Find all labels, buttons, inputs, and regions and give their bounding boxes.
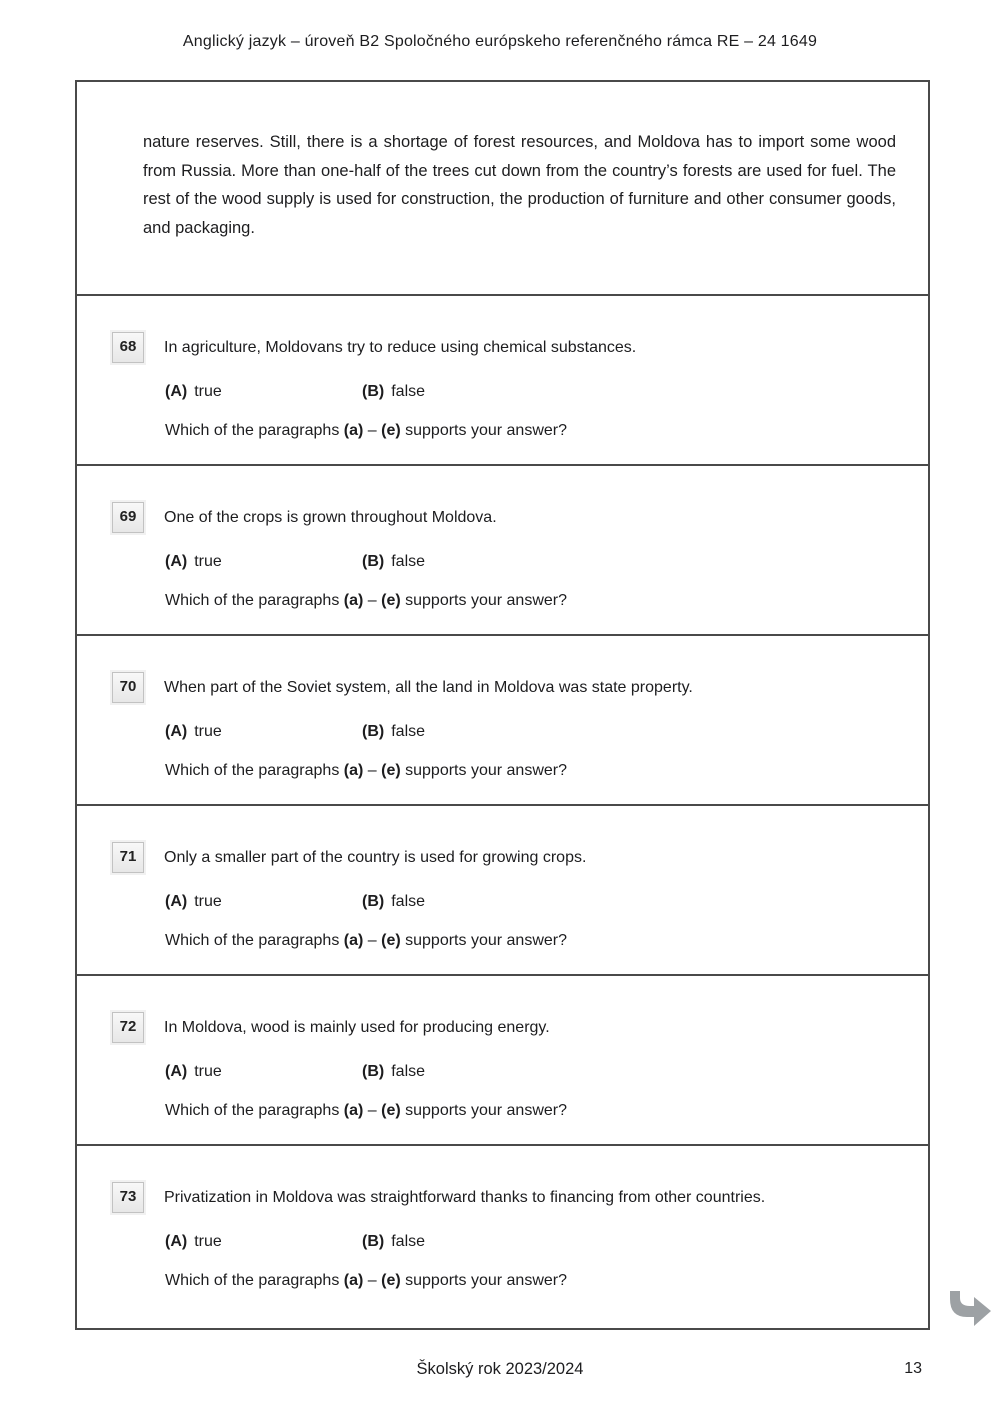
question-block-68 xyxy=(77,294,928,464)
question-text: In Moldova, wood is mainly used for producing energy. xyxy=(164,1018,550,1036)
question-text: Privatization in Moldova was straightforward thanks to financing from other countries. xyxy=(164,1188,766,1206)
question-row xyxy=(112,672,928,703)
option-a-label: (A) xyxy=(165,1233,188,1250)
prompt-suffix: supports your answer? xyxy=(400,932,567,949)
question-block-69 xyxy=(77,464,928,634)
question-row xyxy=(112,1012,928,1043)
option-a-text: true xyxy=(194,1233,222,1250)
option-a-text: true xyxy=(194,723,222,740)
option-a-text: true xyxy=(194,383,222,400)
prompt-e: (e) xyxy=(381,932,401,949)
option-a-text: true xyxy=(194,553,222,570)
option-a-label: (A) xyxy=(165,723,188,740)
supporting-paragraph-prompt xyxy=(165,1099,928,1123)
option-b-label: (B) xyxy=(362,553,385,570)
prompt-dash: – xyxy=(363,762,382,779)
prompt-prefix: Which of the paragraphs xyxy=(165,932,344,949)
prompt-e: (e) xyxy=(381,592,401,609)
question-block-71 xyxy=(77,804,928,974)
prompt-prefix: Which of the paragraphs xyxy=(165,1272,344,1289)
option-true xyxy=(165,720,362,744)
question-number-badge: 69 xyxy=(112,502,144,533)
prompt-e: (e) xyxy=(381,422,401,439)
prompt-dash: – xyxy=(363,1272,382,1289)
option-false xyxy=(362,383,425,400)
option-true xyxy=(165,890,362,914)
option-b-label: (B) xyxy=(362,893,385,910)
answer-options-row xyxy=(165,1060,928,1084)
option-false xyxy=(362,1063,425,1080)
prompt-a: (a) xyxy=(343,762,364,779)
answer-options-row xyxy=(165,550,928,574)
prompt-prefix: Which of the paragraphs xyxy=(165,592,344,609)
reading-passage-section xyxy=(77,82,928,294)
option-b-label: (B) xyxy=(362,723,385,740)
page-title: Anglický jazyk – úroveň B2 Spoločného európskeho referenčného rámca RE – 24 1649 xyxy=(182,33,818,50)
question-text: Only a smaller part of the country is used for growing crops. xyxy=(164,848,587,866)
question-sheet xyxy=(75,80,930,1330)
option-false xyxy=(362,893,425,910)
answer-options-row xyxy=(165,380,928,404)
prompt-a: (a) xyxy=(343,932,364,949)
prompt-prefix: Which of the paragraphs xyxy=(165,422,344,439)
question-number-badge: 72 xyxy=(112,1012,144,1043)
prompt-a: (a) xyxy=(343,422,364,439)
option-b-label: (B) xyxy=(362,1233,385,1250)
supporting-paragraph-prompt xyxy=(165,929,928,953)
supporting-paragraph-prompt xyxy=(165,589,928,613)
answer-options-row xyxy=(165,890,928,914)
answer-options-row xyxy=(165,1230,928,1254)
prompt-prefix: Which of the paragraphs xyxy=(165,762,344,779)
prompt-e: (e) xyxy=(381,1102,401,1119)
option-b-text: false xyxy=(391,723,426,740)
supporting-paragraph-prompt xyxy=(165,1269,928,1293)
option-true xyxy=(165,1060,362,1084)
question-text: In agriculture, Moldovans try to reduce using chemical substances. xyxy=(164,338,637,356)
prompt-a: (a) xyxy=(343,592,364,609)
question-block-72 xyxy=(77,974,928,1144)
option-true xyxy=(165,380,362,404)
option-a-text: true xyxy=(194,893,222,910)
prompt-e: (e) xyxy=(381,1272,401,1289)
reading-passage-text: nature reserves. Still, there is a shortage of forest resources, and Moldova has to import some wood from Russia. More than one-half of the trees cut down from the country’s forests are used for fuel. The rest of the wood supply is used for construction, the production of furniture and other consumer goods, and packaging. xyxy=(143,133,896,237)
prompt-suffix: supports your answer? xyxy=(400,1272,567,1289)
question-number-badge: 73 xyxy=(112,1182,144,1213)
question-block-73 xyxy=(77,1144,928,1328)
prompt-suffix: supports your answer? xyxy=(400,1102,567,1119)
option-a-label: (A) xyxy=(165,553,188,570)
prompt-dash: – xyxy=(363,422,382,439)
option-false xyxy=(362,723,425,740)
question-row xyxy=(112,1182,928,1213)
prompt-dash: – xyxy=(363,932,382,949)
question-number-badge: 70 xyxy=(112,672,144,703)
option-true xyxy=(165,550,362,574)
prompt-dash: – xyxy=(363,1102,382,1119)
option-a-text: true xyxy=(194,1063,222,1080)
option-b-text: false xyxy=(391,1063,426,1080)
prompt-suffix: supports your answer? xyxy=(400,592,567,609)
question-number-badge: 68 xyxy=(112,332,144,363)
question-text: One of the crops is grown throughout Moldova. xyxy=(164,508,497,526)
option-a-label: (A) xyxy=(165,383,188,400)
option-b-label: (B) xyxy=(362,1063,385,1080)
option-true xyxy=(165,1230,362,1254)
supporting-paragraph-prompt xyxy=(165,759,928,783)
prompt-suffix: supports your answer? xyxy=(400,762,567,779)
prompt-a: (a) xyxy=(343,1102,364,1119)
prompt-suffix: supports your answer? xyxy=(400,422,567,439)
option-b-text: false xyxy=(391,893,426,910)
option-b-label: (B) xyxy=(362,383,385,400)
page-footer xyxy=(0,1360,1000,1390)
option-a-label: (A) xyxy=(165,1063,188,1080)
question-number-badge: 71 xyxy=(112,842,144,873)
question-row xyxy=(112,502,928,533)
next-page-arrow-icon xyxy=(941,1291,991,1327)
option-b-text: false xyxy=(391,383,426,400)
option-a-label: (A) xyxy=(165,893,188,910)
prompt-a: (a) xyxy=(343,1272,364,1289)
answer-options-row xyxy=(165,720,928,744)
question-row xyxy=(112,842,928,873)
question-text: When part of the Soviet system, all the land in Moldova was state property. xyxy=(164,678,693,696)
option-false xyxy=(362,1233,425,1250)
option-false xyxy=(362,553,425,570)
option-b-text: false xyxy=(391,1233,426,1250)
option-b-text: false xyxy=(391,553,426,570)
prompt-prefix: Which of the paragraphs xyxy=(165,1102,344,1119)
page-number: 13 xyxy=(904,1360,922,1377)
question-row xyxy=(112,332,928,363)
prompt-e: (e) xyxy=(381,762,401,779)
prompt-dash: – xyxy=(363,592,382,609)
question-block-70 xyxy=(77,634,928,804)
supporting-paragraph-prompt xyxy=(165,419,928,443)
school-year-label: Školský rok 2023/2024 xyxy=(416,1360,584,1378)
